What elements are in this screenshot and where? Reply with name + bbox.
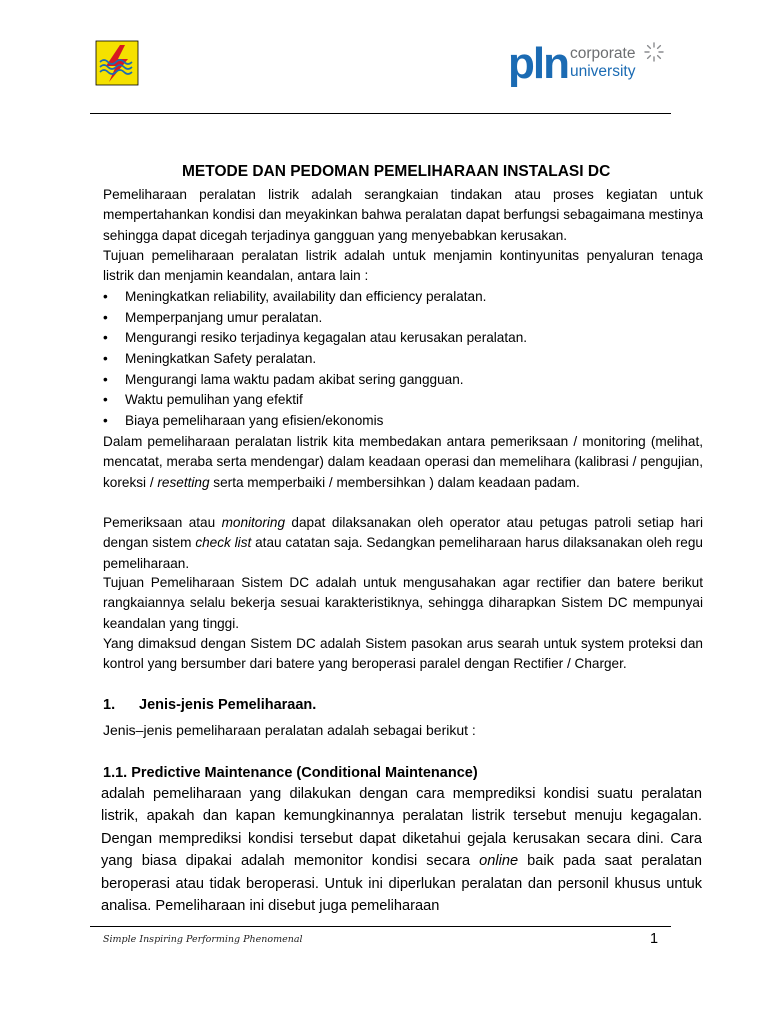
- pln-corporate-university-logo-icon: [508, 40, 668, 92]
- footer-tagline: Simple Inspiring Performing Phenomenal: [103, 934, 303, 945]
- section-1-heading: 1. Jenis-jenis Pemeliharaan.: [103, 697, 317, 713]
- corporate-text: corporate: [570, 45, 636, 62]
- intro-paragraph-1: Pemeliharaan peralatan listrik adalah serangkaian tindakan atau proses kegiatan untuk mempertahankan kondisi dan meyakinkan bahwa peralatan dapat berfungsi sebagaimana mestinya sehingga dapat dicegah terjadinya gangguan yang menyebabkan kerusakan.: [103, 187, 704, 243]
- bullet-icon: •: [103, 372, 108, 387]
- bullet-icon: •: [103, 330, 108, 345]
- paragraph-tujuan-dc: Tujuan Pemeliharaan Sistem DC adalah untuk mengusahakan agar rectifier dan batere berikut rangkaiannya selalu bekerja sesuai karakteristiknya, sehingga diharapkan Sistem DC mempunyai keandalan yang tinggi.: [103, 575, 703, 631]
- header-divider: [90, 113, 671, 114]
- section-1-text: Jenis–jenis pemeliharaan peralatan adalah sebagai berikut :: [103, 722, 476, 738]
- paragraph-pemeriksaan: Pemeriksaan atau monitoring dapat dilaksanakan oleh operator atau petugas patroli setiap hari dengan sistem check list atau catatan saja. Sedangkan pemeliharaan harus dilaksanakan oleh regu pemeliharaan.: [103, 515, 703, 571]
- pln-logo-text: pln: [508, 39, 568, 88]
- intro-paragraph-2: Tujuan pemeliharaan peralatan listrik adalah untuk menjamin kontinyunitas penyaluran tenaga listrik dan menjamin keandalan, antara lain :: [103, 248, 703, 284]
- bullet-icon: •: [103, 289, 108, 304]
- bullet-icon: •: [103, 310, 108, 325]
- page-number: 1: [650, 931, 659, 947]
- sunburst-icon: [644, 42, 664, 62]
- pln-lightning-logo-icon: [95, 40, 139, 86]
- section-1-1-body: adalah pemeliharaan yang dilakukan dengan cara memprediksi kondisi suatu peralatan listrik, apakah dan kapan kemungkinannya peralatan listrik tersebut menuju kegagalan. Dengan memprediksi kondisi tersebut dapat diketahui gejala kerusakan secara dini. Cara yang biasa dipakai adalah memonitor kondisi secara online baik pada saat peralatan beroperasi atau tidak beroperasi. Untuk ini diperlukan peralatan dan personil khusus untuk analisa. Pemeliharaan ini disebut juga pemeliharaan: [101, 786, 702, 915]
- bullet-icon: •: [103, 413, 108, 428]
- footer-divider: [90, 926, 671, 927]
- paragraph-sistem-dc: Yang dimaksud dengan Sistem DC adalah Sistem pasokan arus searah untuk system proteksi dan kontrol yang bersumber dari batere yang beroperasi paralel dengan Rectifier / Charger.: [103, 636, 703, 672]
- bullet-icon: •: [103, 351, 108, 366]
- page-title: METODE DAN PEDOMAN PEMELIHARAAN INSTALASI DC: [182, 163, 611, 180]
- bullet-icon: •: [103, 392, 108, 407]
- section-1-1-heading: 1.1. Predictive Maintenance (Conditional Maintenance): [103, 765, 478, 781]
- university-text: university: [570, 63, 636, 80]
- paragraph-monitoring: Dalam pemeliharaan peralatan listrik kita membedakan antara pemeriksaan / monitoring (melihat, mencatat, meraba serta mendengar) dalam keadaan operasi dan memelihara (kalibrasi / pengujian, koreksi / resetting serta memperbaiki / membersihkan ) dalam keadaan padam.: [103, 434, 703, 490]
